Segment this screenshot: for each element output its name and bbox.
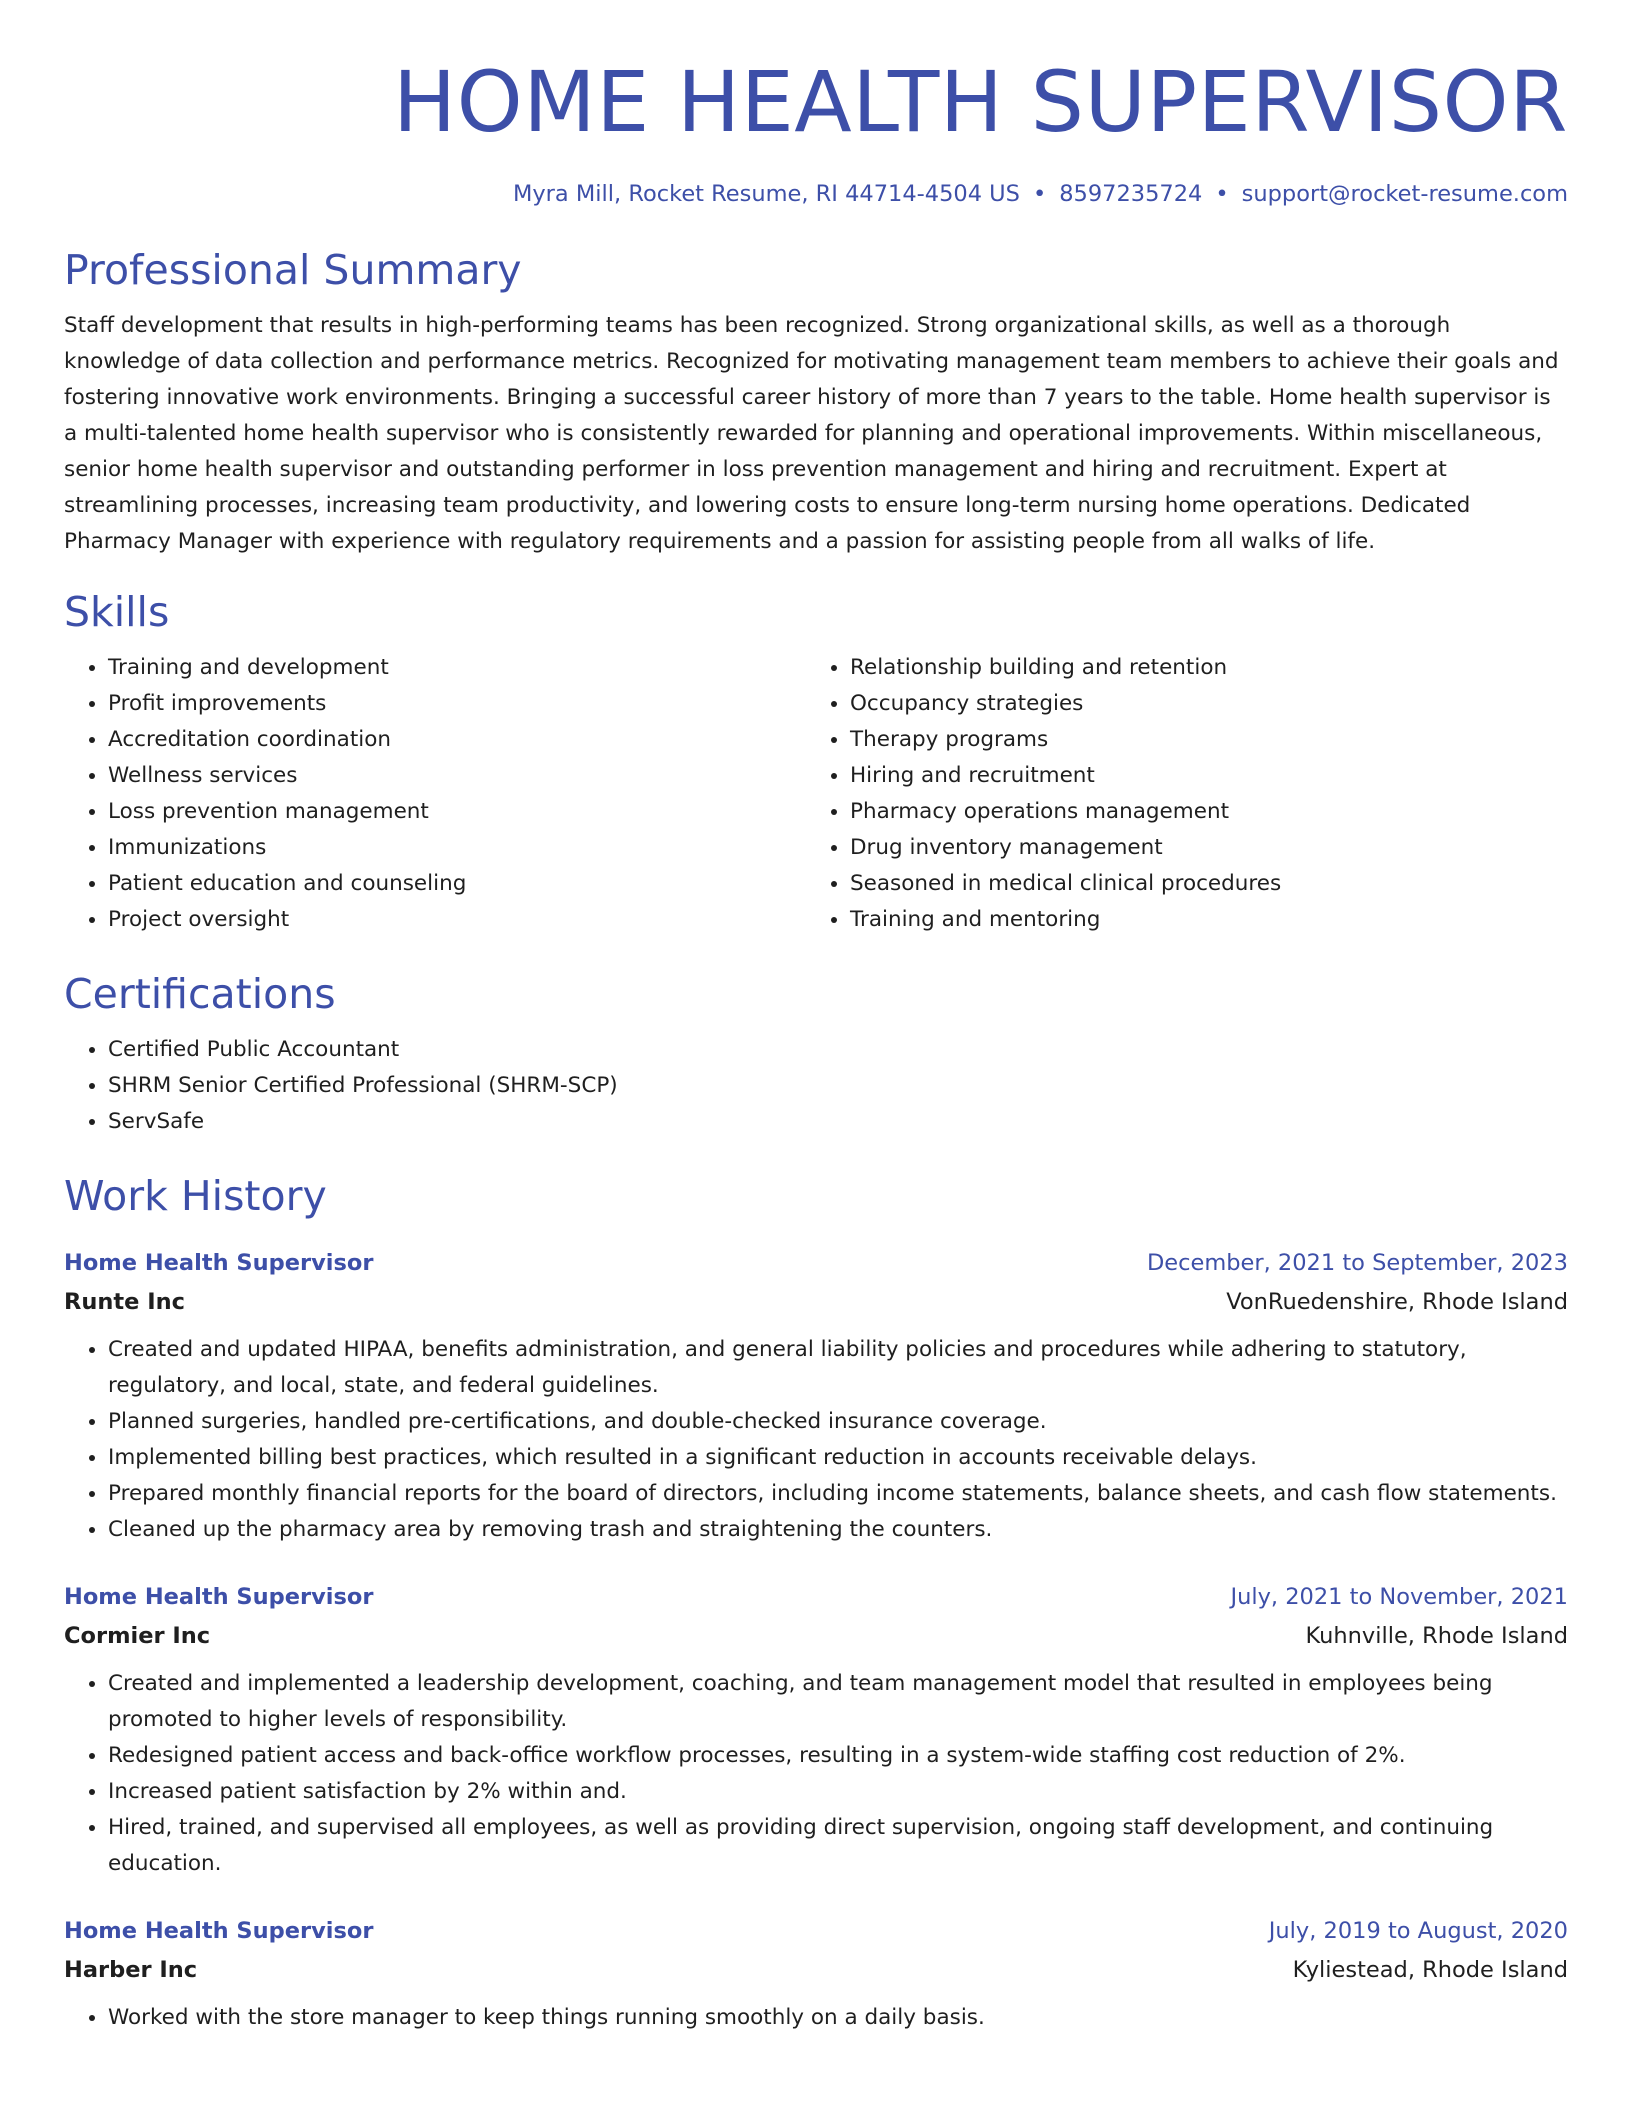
job-company: Cormier Inc <box>64 1623 211 1649</box>
resume-title: HOME HEALTH SUPERVISOR <box>393 53 1568 151</box>
job-company-row <box>64 1950 1568 1990</box>
skills-list-left <box>64 650 806 938</box>
job-duty: • Redesigned patient access and back-office workflow processes, resulting in a system-wide staffing cost reduction of 2%. <box>108 1738 1568 1774</box>
job-company: Runte Inc <box>64 1289 185 1315</box>
job-title: Home Health Supervisor <box>64 1584 374 1610</box>
job-dates: July, 2021 to November, 2021 <box>1230 1584 1568 1610</box>
skills-list-right <box>806 650 1548 938</box>
job-entry <box>64 1578 1568 1882</box>
skill-item: • Accreditation coordination <box>108 722 806 758</box>
resume-header <box>64 0 1568 210</box>
contact-separator: • <box>1215 181 1229 207</box>
job-duty: • Hired, trained, and supervised all employees, as well as providing direct supervision, ongoing staff development, and continuing education. <box>108 1810 1568 1882</box>
job-dates: July, 2019 to August, 2020 <box>1268 1918 1568 1944</box>
resume-page <box>64 0 1568 2036</box>
job-duties-list <box>64 2000 1568 2036</box>
certifications-list <box>64 1032 1568 1140</box>
job-duty: • Worked with the store manager to keep things running smoothly on a daily basis. <box>108 2000 1568 2036</box>
job-duty: • Created and implemented a leadership development, coaching, and team management model that resulted in employees being promoted to higher levels of responsibility. <box>108 1666 1568 1738</box>
skill-item: • Seasoned in medical clinical procedures <box>850 866 1548 902</box>
skill-item: • Relationship building and retention <box>850 650 1548 686</box>
certification-item: • Certified Public Accountant <box>108 1032 1568 1068</box>
section-heading: Work History <box>64 1172 327 1220</box>
job-company: Harber Inc <box>64 1957 198 1983</box>
job-duty: • Cleaned up the pharmacy area by removing trash and straightening the counters. <box>108 1512 1568 1548</box>
job-duty: • Increased patient satisfaction by 2% within and. <box>108 1774 1568 1810</box>
skills-columns <box>64 650 1568 938</box>
contact-email: support@rocket-resume.com <box>1241 181 1568 207</box>
job-location: Kuhnville, Rhode Island <box>1305 1623 1568 1649</box>
job-title: Home Health Supervisor <box>64 1918 374 1944</box>
certification-item: • ServSafe <box>108 1104 1568 1140</box>
skill-item: • Training and development <box>108 650 806 686</box>
section-heading: Skills <box>64 588 170 636</box>
skill-item: • Immunizations <box>108 830 806 866</box>
job-title: Home Health Supervisor <box>64 1250 374 1276</box>
contact-address: Myra Mill, Rocket Resume, RI 44714-4504 US <box>512 181 1020 207</box>
job-duties-list <box>64 1666 1568 1882</box>
certification-item: • SHRM Senior Certified Professional (SHRM-SCP) <box>108 1068 1568 1104</box>
skill-item: • Profit improvements <box>108 686 806 722</box>
skill-item: • Therapy programs <box>850 722 1548 758</box>
job-duty: • Created and updated HIPAA, benefits administration, and general liability policies and procedures while adhering to statutory, regulatory, and local, state, and federal guidelines. <box>108 1332 1568 1404</box>
job-title-row <box>64 1244 1568 1282</box>
skill-item: • Occupancy strategies <box>850 686 1548 722</box>
summary-text: Staff development that results in high-performing teams has been recognized. Strong organizational skills, as well as a thorough knowledge of data collection and performance metrics. Recognized for motivating management team members to achieve their goals and fostering innovative work environments. Bringing a successful career history of more than 7 years to the table. Home health supervisor is a multi-talented home health supervisor who is consistently rewarded for planning and operational improvements. Within miscellaneous, senior home health supervisor and outstanding performer in loss prevention management and hiring and recruitment. Expert at streamlining processes, increasing team productivity, and lowering costs to ensure long-term nursing home operations. Dedicated Pharmacy Manager with experience with regulatory requirements and a passion for assisting people from all walks of life. <box>64 313 1559 554</box>
job-duty: • Implemented billing best practices, which resulted in a significant reduction in accounts receivable delays. <box>108 1440 1568 1476</box>
contact-separator: • <box>1032 181 1047 207</box>
job-location: VonRuedenshire, Rhode Island <box>1226 1289 1568 1315</box>
job-duty: • Prepared monthly financial reports for the board of directors, including income statements, balance sheets, and cash flow statements. <box>108 1476 1568 1512</box>
job-entry <box>64 1244 1568 1548</box>
skill-item: • Wellness services <box>108 758 806 794</box>
skill-item: • Pharmacy operations management <box>850 794 1548 830</box>
work-history-section <box>64 1168 1568 2036</box>
job-company-row <box>64 1282 1568 1322</box>
skills-section <box>64 584 1568 938</box>
job-location: Kyliestead, Rhode Island <box>1292 1957 1568 1983</box>
section-heading: Professional Summary <box>64 246 522 294</box>
skill-item: • Hiring and recruitment <box>850 758 1548 794</box>
job-company-row <box>64 1616 1568 1656</box>
professional-summary-section <box>64 242 1568 560</box>
job-title-row <box>64 1912 1568 1950</box>
contact-line <box>64 178 1568 210</box>
skill-item: • Training and mentoring <box>850 902 1548 938</box>
skill-item: • Drug inventory management <box>850 830 1548 866</box>
skill-item: • Patient education and counseling <box>108 866 806 902</box>
job-dates: December, 2021 to September, 2023 <box>1146 1250 1568 1276</box>
contact-phone: 8597235724 <box>1059 181 1203 207</box>
certifications-section <box>64 966 1568 1140</box>
skill-item: • Loss prevention management <box>108 794 806 830</box>
section-heading: Certifications <box>64 970 336 1018</box>
job-title-row <box>64 1578 1568 1616</box>
job-duty: • Planned surgeries, handled pre-certifications, and double-checked insurance coverage. <box>108 1404 1568 1440</box>
job-duties-list <box>64 1332 1568 1548</box>
job-entry <box>64 1912 1568 2036</box>
skill-item: • Project oversight <box>108 902 806 938</box>
